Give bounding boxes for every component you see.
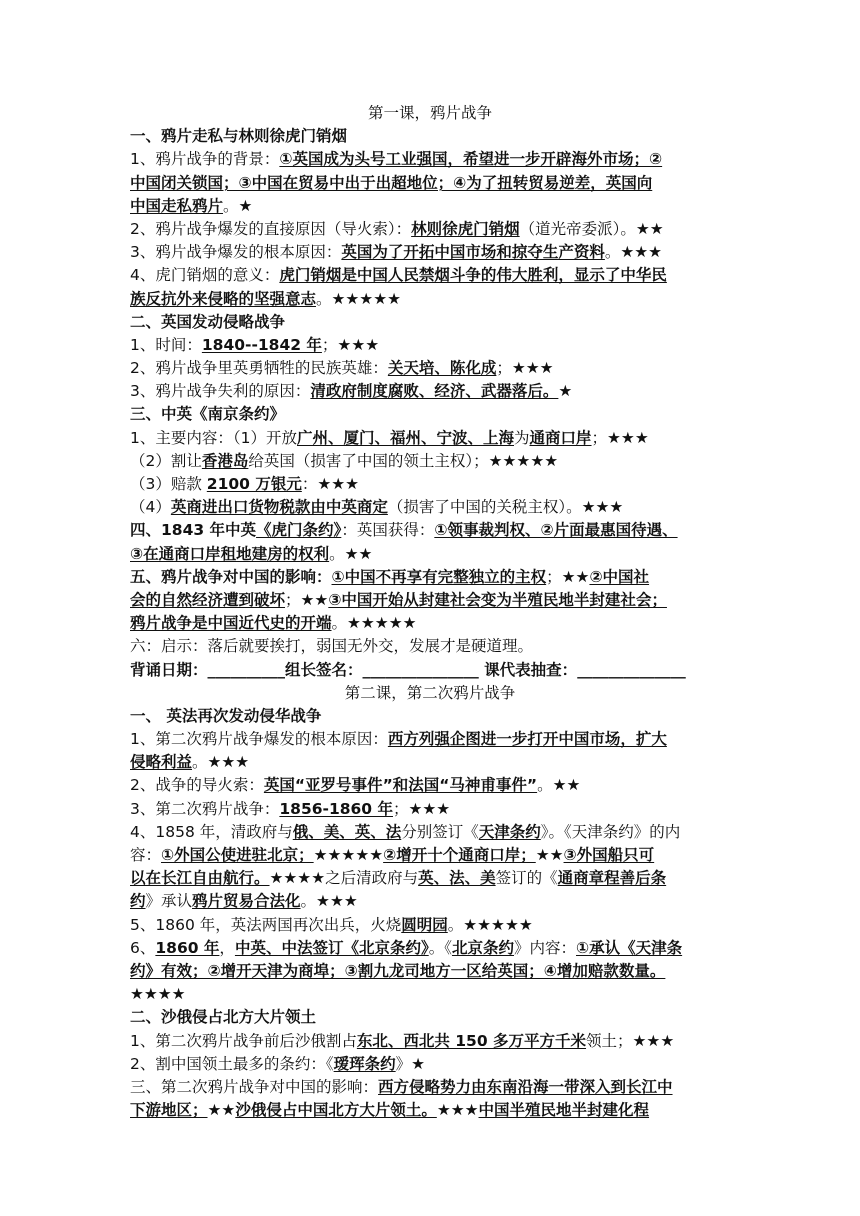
text-line [130,844,730,867]
key-point: 族反抗外来侵略的坚强意志 [130,289,317,308]
text-run: 1、第二次鸦片战争爆发的根本原因： [130,730,388,749]
key-point: 沙俄侵占中国北方大片领土。 [235,1101,437,1120]
key-point: 约 [130,892,146,911]
text-run: 四、1843 年中英 [130,521,257,540]
text-run: ；★★★ [392,799,451,818]
text-run: 3、第二次鸦片战争： [130,799,280,818]
text-run: 》内容： [513,938,576,957]
text-run: 6、 [130,938,156,957]
key-point: 会的自然经济遭到破坏 [130,590,286,609]
text-run: （2）割让 [130,451,202,470]
text-run: 给英国（损害了中国的领土主权）；★★★★★ [248,451,559,470]
text-line [130,473,730,496]
text-run: 。★★ [329,544,373,563]
text-run: （3）赔款 [130,475,207,493]
text-run: 》★ [395,1054,426,1073]
text-run: 六：启示：落后就要挨打，弱国无外交，发展才是硬道理。 [130,637,534,656]
text-run: 三、第二次鸦片战争对中国的影响： [130,1077,379,1096]
text-run: 领土；★★★ [586,1031,675,1050]
text-line [130,311,730,334]
key-point: ①领事裁判权、②片面最惠国待遇、 [434,521,678,540]
text-line [130,867,730,890]
text-run: 4、虎门销烟的意义： [130,266,280,285]
text-line [130,357,730,380]
text-run: 一、鸦片走私与林则徐虎门销烟 [130,127,348,146]
text-run: ★★★★ [130,985,186,1004]
text-run: ★ [558,382,573,401]
key-point: 鸦片贸易合法化 [192,892,301,911]
text-run: ；★★ [546,567,590,586]
key-point: 中英、中法签订《北京条约》 [234,938,429,957]
text-run: 二、沙俄侵占北方大片领土 [130,1008,317,1027]
text-line [130,612,730,635]
key-point: 英商进出口货物税款由中英商定 [170,498,388,517]
text-run: ______________ [577,660,686,679]
text-run: 容： [130,846,162,864]
text-run: 组长签名： [285,660,363,679]
text-run: 4、1858 年，清政府与 [130,822,293,841]
key-point: 香港岛 [201,451,249,470]
text-run: ；★★★ [321,335,380,354]
text-line [130,1030,730,1053]
document-body [130,102,730,1122]
key-point: ①承认《天津条 [576,938,683,957]
text-line [130,195,730,218]
text-line [130,264,730,287]
text-line [130,1053,730,1076]
text-line [130,1006,730,1029]
text-run: 3、鸦片战争爆发的根本原因： [130,243,342,262]
text-line [130,427,730,450]
key-point: 以在长江自由航行。 [130,869,270,888]
text-line [130,543,730,566]
text-run: _______________ [362,660,479,679]
text-line [130,589,730,612]
text-run: 。★★★ [604,243,663,262]
text-line [130,1099,730,1122]
text-run: 3、鸦片战争失利的原因： [130,382,311,401]
text-line [130,148,730,171]
text-run: 三、中英《南京条约》 [130,405,286,424]
text-line [130,1076,730,1099]
text-line [130,334,730,357]
text-line [130,172,730,195]
text-line [130,635,730,658]
key-point: 广州、厦门、福州、宁波、上海 [296,428,514,447]
lesson-title: 第一课，鸦片战争 [367,104,492,122]
key-point: 2100 万银元 [206,475,302,493]
key-point: 《虎门条约》 [256,521,342,540]
text-line [130,774,730,797]
text-run: ★★★ [436,1101,479,1120]
key-point: 通商口岸 [529,428,592,447]
text-run: ， [219,938,235,957]
text-run: 2、战争的导火索： [130,776,264,795]
key-point: 瑷珲条约 [333,1054,396,1073]
text-run: 背诵日期： [130,660,208,679]
text-run: 5、1860 年，英法两国再次出兵，火烧 [130,915,402,934]
key-point: 中国闭关锁国；③中国在贸易中出于出超地位；④为了扭转贸易逆差，英国向 [130,173,653,192]
lesson-title: 第二课，第二次鸦片战争 [344,683,516,702]
text-line [130,821,730,844]
text-run: （4） [130,498,171,517]
text-line [130,496,730,519]
key-point: 英国为了开拓中国市场和掠夺生产资料 [341,243,605,262]
key-point: 林则徐虎门销烟 [411,219,520,238]
text-line [130,983,730,1006]
text-run: 1、鸦片战争的背景： [130,150,280,169]
key-point: 东北、西北共 150 多万平方千米 [356,1031,587,1050]
key-point: 西方列强企图进一步打开中国市场，扩大 [387,730,667,749]
key-point: 1860 年 [155,938,220,957]
key-point: 下游地区； [130,1101,208,1120]
key-point: 圆明园 [401,915,448,934]
text-run: 签订的《 [495,869,558,888]
key-point: 英、法、美 [418,869,496,888]
key-point: ③中国开始从封建社会变为半殖民地半封建社会； [328,590,667,609]
key-point: 鸦片战争是中国近代史的开端 [130,614,332,633]
text-run: 1、主要内容：（1）开放 [130,428,297,447]
key-point: 关天培、陈化成 [387,359,497,378]
key-point: ①中国不再享有完整独立的主权 [331,567,547,586]
text-run: 分别签订《 [401,822,479,841]
text-run: 。★★★ [300,892,358,911]
text-line [130,288,730,311]
key-point: 中国走私鸦片 [130,196,224,215]
text-run: 为 [514,428,530,447]
key-point: ③在通商口岸租地建房的权利 [130,544,330,563]
text-run: ：★★★ [301,475,360,493]
text-run: ★★★★之后清政府与 [269,869,419,888]
text-run: 。★★★★★ [447,915,533,934]
text-run: ；★★★ [591,428,649,447]
text-run: ：英国获得： [341,521,435,540]
key-point: 西方侵略势力由东南沿海一带深入到长江中 [378,1077,673,1096]
key-point: 英国“亚罗号事件”和法国“马神甫事件” [263,776,538,795]
text-run: （损害了中国的关税主权）。★★★ [387,498,624,517]
text-run: 1、时间： [130,335,202,354]
text-line [130,705,730,728]
text-run: ★★ [207,1101,236,1120]
text-run: 1、第二次鸦片战争前后沙俄割占 [130,1031,357,1050]
text-run: ★★ [535,846,564,864]
text-line [130,728,730,751]
key-point: 1856-1860 年 [279,799,393,818]
text-line [130,890,730,913]
text-run: 2、鸦片战争里英勇牺牲的民族英雄： [130,359,388,378]
text-line [130,125,730,148]
text-run: 五、鸦片战争对中国的影响： [130,567,332,586]
text-line [130,450,730,473]
text-run: 》。《天津条约》的内 [540,822,681,841]
key-point: 约》有效；②增开天津为商埠；③割九龙司地方一区给英国；④增加赔款数量。 [130,961,666,980]
key-point: ②增开十个通商口岸； [383,846,536,864]
text-run: __________ [207,660,286,679]
key-point: 北京条约 [451,938,514,957]
text-line [130,566,730,589]
text-run: （道光帝委派）。★★ [519,219,664,238]
text-line [130,798,730,821]
key-point: 1840--1842 年 [201,335,322,354]
text-line [130,914,730,937]
text-run: 一、 英法再次发动侵华战争 [130,706,322,725]
key-point: 俄、美、英、法 [292,822,402,841]
text-run: 。★★★★★ [331,614,417,633]
key-point: ①英国成为头号工业强国，希望进一步开辟海外市场；② [279,150,663,169]
key-point: 清政府制度腐败、经济、武器落后。 [310,382,559,401]
text-run: ；★★★ [496,359,554,378]
text-run: 。★ [223,196,253,215]
text-line [130,218,730,241]
text-run: 二、英国发动侵略战争 [130,312,286,331]
text-run: 。★★★ [192,753,250,772]
text-run: ；★★ [285,590,329,609]
text-line [130,403,730,426]
text-line [130,380,730,403]
key-point: 中国半殖民地半封建化程 [478,1101,650,1120]
text-run: 2、割中国领土最多的条约：《 [130,1054,334,1073]
text-run: 。★★ [537,776,581,795]
key-point: 侵略利益 [130,753,193,772]
text-line [130,751,730,774]
key-point: 通商章程善后条 [557,869,667,888]
key-point: 虎门销烟是中国人民禁烟斗争的伟大胜利，显示了中华民 [279,266,667,285]
text-line [130,960,730,983]
text-run: 2、鸦片战争爆发的直接原因（导火索）： [130,219,412,238]
text-run: 课代表抽查： [478,660,578,679]
text-line [130,241,730,264]
text-line [130,519,730,542]
key-point: ①外国公使进驻北京； [161,846,314,864]
text-run: ★★★★★ [313,846,384,864]
key-point: 天津条约 [478,822,541,841]
text-line [130,937,730,960]
text-run: 。《 [428,938,452,957]
text-run: 。★★★★★ [316,289,401,308]
key-point: ②中国社 [589,567,650,586]
text-run: 》承认 [145,892,193,911]
key-point: ③外国船只可 [563,846,655,864]
text-line [130,659,730,682]
